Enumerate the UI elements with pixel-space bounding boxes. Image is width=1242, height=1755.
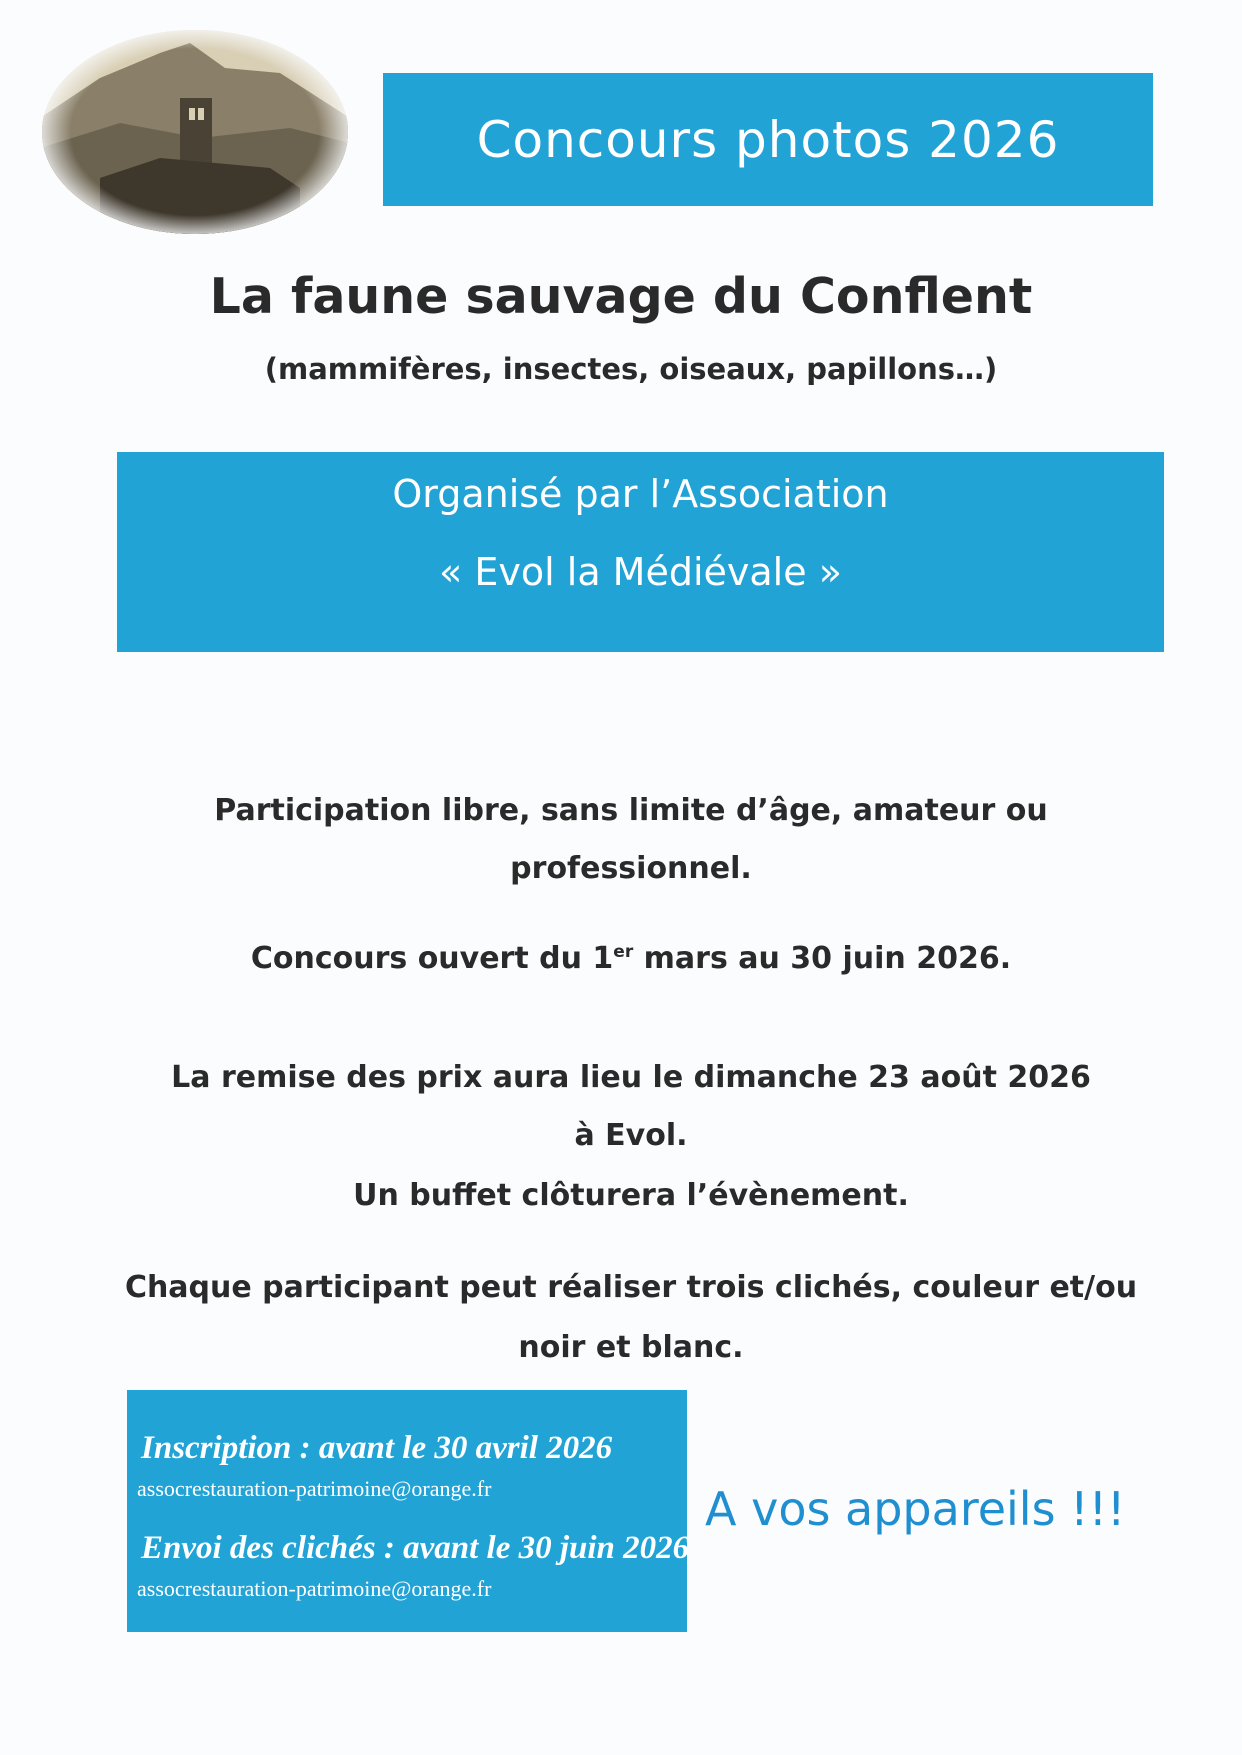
contest-dates <box>0 941 1242 976</box>
organizer-banner <box>117 452 1164 652</box>
registration-deadline: Inscription : avant le 30 avril 2026 <box>141 1430 613 1466</box>
village-photo <box>40 28 350 236</box>
participation-line-2: professionnel. <box>510 851 752 886</box>
organizer-line-1: Organisé par l’Association <box>392 472 889 516</box>
theme-subtitle: (mammifères, insectes, oiseaux, papillons…) <box>264 352 998 386</box>
submission-deadline: Envoi des clichés : avant le 30 juin 2026 <box>141 1530 690 1566</box>
award-line-1: La remise des prix aura lieu le dimanche 23 août 2026 <box>171 1060 1091 1095</box>
submission-email[interactable]: assocrestauration-patrimoine@orange.fr <box>137 1576 492 1601</box>
dates-text-end: mars au 30 juin 2026. <box>633 941 1012 976</box>
rules-line-2: noir et blanc. <box>518 1330 744 1365</box>
award-line-2: à Evol. <box>574 1118 688 1153</box>
participation-line-1: Participation libre, sans limite d’âge, amateur ou <box>214 793 1048 828</box>
deadlines-box <box>127 1390 690 1632</box>
buffet-line: Un buffet clôturera l’évènement. <box>353 1178 909 1213</box>
organizer-name: « Evol la Médiévale » <box>439 550 842 594</box>
contest-title: Concours photos 2026 <box>476 110 1060 169</box>
rules-line-1: Chaque participant peut réaliser trois clichés, couleur et/ou <box>124 1270 1138 1305</box>
dates-superscript: er <box>613 942 634 962</box>
dates-text: Concours ouvert du 1 <box>250 941 614 976</box>
contest-title-banner <box>383 73 1153 206</box>
call-to-action: A vos appareils !!! <box>705 1482 1126 1536</box>
theme-title: La faune sauvage du Conflent <box>209 268 1033 325</box>
registration-email[interactable]: assocrestauration-patrimoine@orange.fr <box>137 1476 492 1501</box>
